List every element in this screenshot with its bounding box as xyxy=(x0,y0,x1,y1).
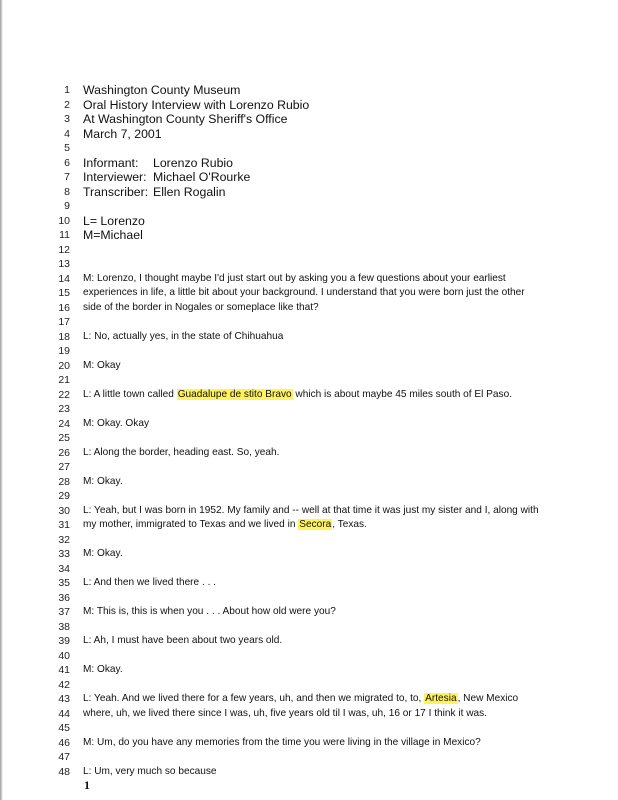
line-number: 11 xyxy=(59,229,70,241)
informant-name: Lorenzo Rubio xyxy=(153,155,233,170)
line-number: 16 xyxy=(58,301,70,314)
transcript-line: L: And then we lived there . . . xyxy=(83,577,216,588)
interview-date: March 7, 2001 xyxy=(83,126,162,141)
interview-location: At Washington County Sheriff's Office xyxy=(83,112,288,126)
line-number: 20 xyxy=(58,359,70,372)
transcript-line: where, uh, we lived there since I was, uh, five years old til I was, uh, 16 or 17 I think it was. xyxy=(83,707,487,719)
line-number: 1 xyxy=(64,84,70,96)
line-number: 33 xyxy=(58,548,70,560)
line-number: 4 xyxy=(64,127,70,140)
line-number: 48 xyxy=(58,765,70,778)
transcript-line: L: Ah, I must have been about two years old. xyxy=(83,635,283,646)
transcript-line: L: Um, very much so because xyxy=(83,765,217,777)
informant-label: Informant: xyxy=(83,155,139,170)
transcript-text: , Texas. xyxy=(332,519,367,530)
line-number: 26 xyxy=(58,446,70,459)
line-number: 39 xyxy=(58,635,70,647)
line-number: 21 xyxy=(58,374,70,386)
transcript-line: L: Yeah, but I was born in 1952. My family and -- well at that time it was just my sister and I, along with xyxy=(83,504,539,516)
interviewer-name: Michael O'Rourke xyxy=(153,170,251,184)
line-number: 34 xyxy=(58,562,70,575)
key-michael: M=Michael xyxy=(83,228,143,242)
line-number: 40 xyxy=(58,649,70,662)
line-number: 15 xyxy=(58,287,70,299)
line-number: 7 xyxy=(64,171,70,183)
line-number: 36 xyxy=(58,591,70,604)
transcript-text: which is about maybe 45 miles south of El Paso. xyxy=(292,388,512,400)
highlighted-place-name: Artesia xyxy=(425,693,457,704)
transcript-line: M: Lorenzo, I thought maybe I'd just start out by asking you a few questions about your earliest xyxy=(83,272,506,284)
line-number: 45 xyxy=(58,722,70,734)
museum-title: Washington County Museum xyxy=(83,83,241,97)
line-number: 28 xyxy=(58,475,70,488)
transcript-line: M: Um, do you have any memories from the time you were living in the village in Mexico? xyxy=(83,736,481,748)
line-number: 10 xyxy=(58,214,70,227)
transcript-text: L: A little town called xyxy=(83,388,177,400)
line-number: 42 xyxy=(58,678,70,691)
line-number: 44 xyxy=(58,707,70,720)
line-number: 13 xyxy=(58,258,70,270)
line-number: 37 xyxy=(58,606,70,618)
transcript-line: M: Okay. xyxy=(83,548,123,559)
transcript-line: M: Okay. xyxy=(83,664,123,675)
informant-row xyxy=(83,156,233,170)
line-number: 43 xyxy=(58,693,70,705)
line-number: 27 xyxy=(58,461,70,473)
line-number: 12 xyxy=(58,243,70,256)
transcript-text: my mother, immigrated to Texas and we lived in xyxy=(83,519,299,530)
line-number: 23 xyxy=(58,403,70,415)
transcript-line: side of the border in Nogales or someplace like that? xyxy=(83,301,319,313)
line-number: 14 xyxy=(58,272,70,285)
transcript-text: L: Yeah. And we lived there for a few years, uh, and then we migrated to, to, xyxy=(83,693,425,704)
line-number: 41 xyxy=(58,664,70,676)
page-number: 1 xyxy=(84,778,90,792)
transcript-line: M: This is, this is when you . . . About how old were you? xyxy=(83,606,336,617)
line-number: 35 xyxy=(58,577,70,589)
line-number: 29 xyxy=(58,490,70,502)
line-number: 47 xyxy=(58,751,70,763)
line-number: 5 xyxy=(64,142,70,154)
line-number: 31 xyxy=(58,519,70,531)
key-lorenzo: L= Lorenzo xyxy=(83,213,145,228)
interview-title: Oral History Interview with Lorenzo Rubio xyxy=(83,97,310,112)
line-number: 24 xyxy=(58,417,70,430)
line-number: 2 xyxy=(64,98,70,111)
transcriber-row xyxy=(83,185,225,199)
line-number: 25 xyxy=(58,432,70,444)
line-number: 17 xyxy=(58,316,70,328)
transcript-line xyxy=(83,692,518,706)
transcript-line xyxy=(83,518,367,532)
transcript-line: L: Along the border, heading east. So, yeah. xyxy=(83,446,280,458)
interviewer-label: Interviewer: xyxy=(83,170,147,184)
transcript-line xyxy=(83,388,512,402)
transcript-line: M: Okay. Okay xyxy=(83,417,149,429)
line-number: 8 xyxy=(64,185,70,198)
highlighted-place-name: Guadalupe de stito Bravo xyxy=(177,388,292,400)
line-number: 18 xyxy=(58,330,70,343)
transcript-line: M: Okay. xyxy=(83,475,123,487)
transcript-line: M: Okay xyxy=(83,359,121,371)
transcriber-label: Transcriber: xyxy=(83,184,149,199)
transcript-line: experiences in life, a little bit about your background. I understand that you were born just the other xyxy=(83,287,525,298)
line-number: 30 xyxy=(58,504,70,517)
line-number: 3 xyxy=(64,113,70,125)
highlighted-place-name: Secora xyxy=(299,519,332,530)
transcript-line: L: No, actually yes, in the state of Chihuahua xyxy=(83,330,284,342)
line-number: 22 xyxy=(58,388,70,401)
line-number: 38 xyxy=(58,620,70,633)
transcript-text: , New Mexico xyxy=(457,693,519,704)
interviewer-row xyxy=(83,170,250,184)
line-number: 6 xyxy=(64,156,70,169)
line-number: 9 xyxy=(64,200,70,212)
line-number: 19 xyxy=(58,345,70,357)
line-number: 32 xyxy=(58,533,70,546)
line-number: 46 xyxy=(58,736,70,749)
transcriber-name: Ellen Rogalin xyxy=(153,184,226,199)
